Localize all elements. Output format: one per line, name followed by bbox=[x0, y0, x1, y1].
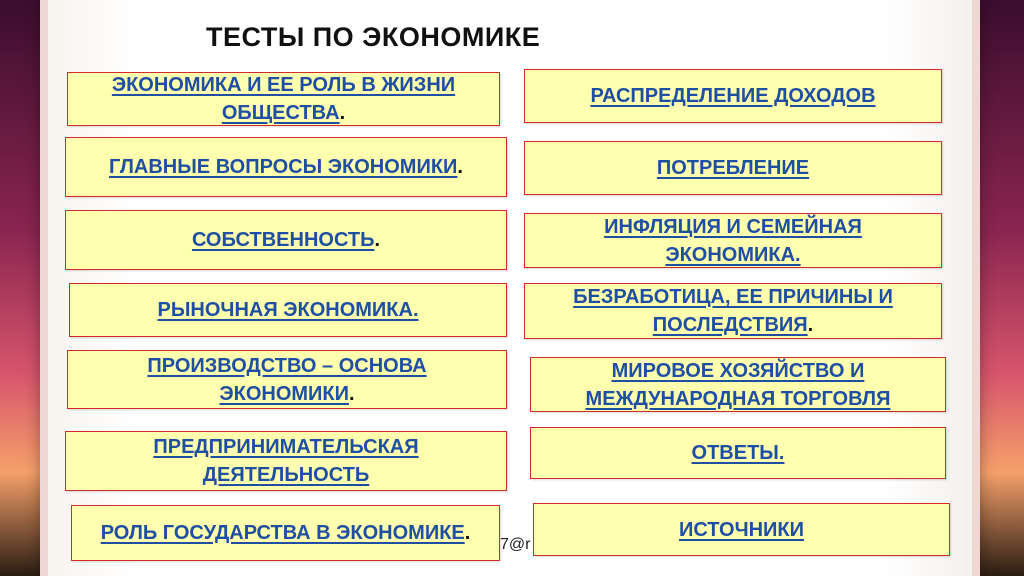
slide-frame-right bbox=[972, 0, 980, 576]
topic-link[interactable]: ИСТОЧНИКИ bbox=[678, 518, 805, 541]
topic-link[interactable]: ПРЕДПРИНИМАТЕЛЬСКАЯ ДЕЯТЕЛЬНОСТЬ bbox=[153, 436, 419, 486]
topic-suffix: . bbox=[349, 382, 355, 405]
topic-suffix: . bbox=[339, 102, 346, 124]
topic-consumption[interactable] bbox=[524, 141, 942, 195]
topic-unemployment[interactable] bbox=[524, 283, 942, 339]
topic-suffix: . bbox=[464, 522, 471, 544]
topic-sources[interactable] bbox=[533, 503, 950, 556]
topic-link[interactable]: ИНФЛЯЦИЯ И СЕМЕЙНАЯ ЭКОНОМИКА. bbox=[604, 215, 862, 266]
topic-suffix: . bbox=[374, 229, 381, 251]
topic-entrepreneurship[interactable] bbox=[65, 431, 507, 491]
topic-link[interactable]: ПОТРЕБЛЕНИЕ bbox=[656, 157, 810, 179]
topic-economy-role[interactable] bbox=[67, 72, 500, 126]
slide-frame-left bbox=[40, 0, 48, 576]
topic-link[interactable]: БЕЗРАБОТИЦА, ЕЕ ПРИЧИНЫ И ПОСЛЕДСТВИЯ bbox=[573, 286, 893, 336]
topic-suffix: . bbox=[457, 156, 463, 178]
topic-suffix: . bbox=[807, 314, 814, 336]
topic-inflation[interactable] bbox=[524, 213, 942, 268]
background-left bbox=[0, 0, 40, 576]
topic-market-economy[interactable] bbox=[69, 283, 507, 337]
topic-income-distribution[interactable] bbox=[524, 69, 942, 123]
topic-world-economy[interactable] bbox=[530, 357, 946, 412]
topic-link[interactable]: РОЛЬ ГОСУДАРСТВА В ЭКОНОМИКЕ bbox=[100, 522, 465, 544]
topic-link[interactable]: ЭКОНОМИКА И ЕЕ РОЛЬ В ЖИЗНИ ОБЩЕСТВА bbox=[111, 74, 456, 124]
topic-link[interactable]: РЫНОЧНАЯ ЭКОНОМИКА. bbox=[157, 299, 419, 321]
background-right bbox=[980, 0, 1024, 576]
topic-property[interactable] bbox=[65, 210, 507, 270]
topic-state-role[interactable] bbox=[71, 505, 500, 561]
topic-link[interactable]: ГЛАВНЫЕ ВОПРОСЫ ЭКОНОМИКИ bbox=[109, 156, 458, 178]
topic-link[interactable]: РАСПРЕДЕЛЕНИЕ ДОХОДОВ bbox=[590, 85, 876, 107]
topic-link[interactable]: СОБСТВЕННОСТЬ bbox=[191, 229, 375, 251]
footer-email-fragment: 7@r bbox=[500, 536, 531, 553]
topic-production[interactable] bbox=[67, 350, 507, 409]
topic-link[interactable]: ПРОИЗВОДСТВО – ОСНОВА ЭКОНОМИКИ bbox=[147, 354, 427, 405]
topic-answers[interactable] bbox=[530, 427, 946, 479]
topic-link[interactable]: ОТВЕТЫ. bbox=[691, 442, 785, 464]
topic-link[interactable]: МИРОВОЕ ХОЗЯЙСТВО И МЕЖДУНАРОДНАЯ ТОРГОВЛЯ bbox=[585, 359, 891, 410]
page-title: ТЕСТЫ ПО ЭКОНОМИКЕ bbox=[206, 22, 541, 52]
topic-main-questions[interactable] bbox=[65, 137, 507, 197]
